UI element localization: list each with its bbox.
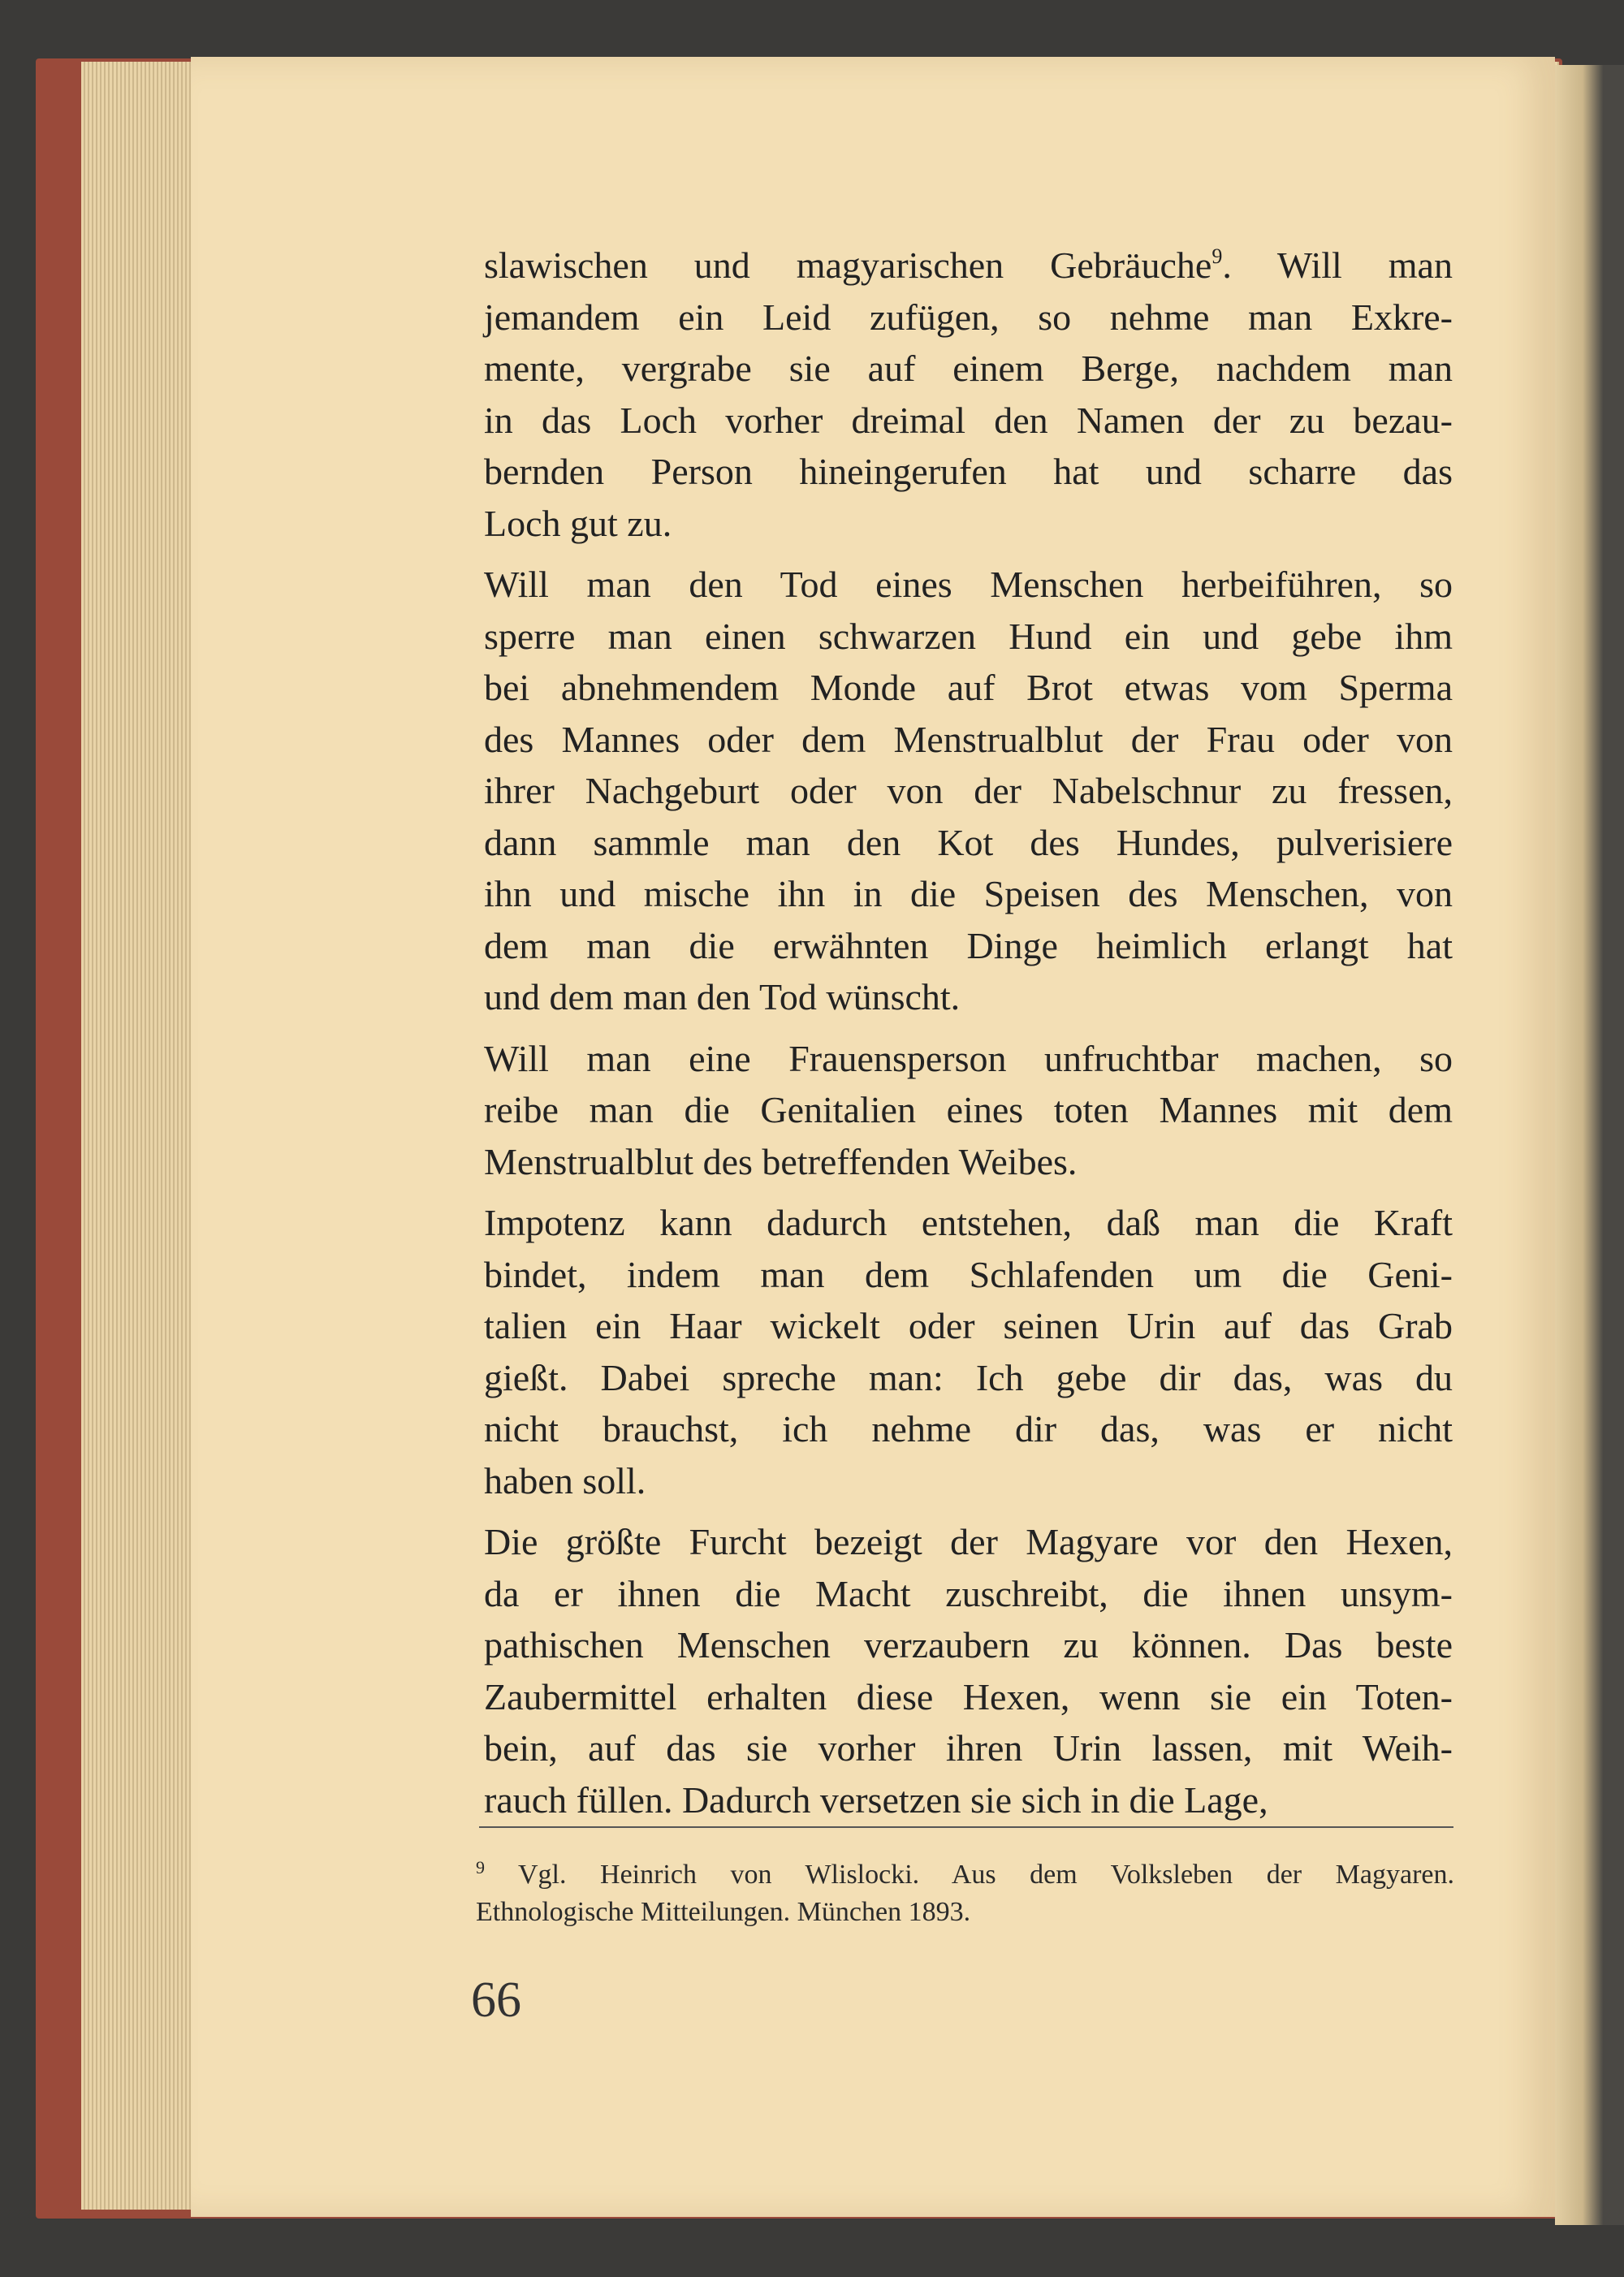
text-line: haben soll. (484, 1459, 646, 1501)
text-line: dem man die erwähnten Dinge heimlich erlangt hat (484, 924, 1453, 966)
text-line: sperre man einen schwarzen Hund ein und gebe ihm (484, 615, 1453, 657)
footnote-rule (479, 1826, 1453, 1828)
footnote-marker: 9 (476, 1857, 485, 1877)
text-line: bindet, indem man dem Schlafenden um die Geni- (484, 1253, 1453, 1295)
text-line: Will man den Tod eines Menschen herbeiführen, so (484, 564, 1453, 605)
footnote-reference: 9 (1212, 244, 1223, 268)
text-line: Impotenz kann dadurch entstehen, daß man die Kraft (484, 1202, 1453, 1243)
text-line: mente, vergrabe sie auf einem Berge, nachdem man (484, 348, 1453, 389)
text-line: da er ihnen die Macht zuschreibt, die ihnen unsym- (484, 1572, 1453, 1614)
text-line: reibe man die Genitalien eines toten Mannes mit dem (484, 1089, 1453, 1130)
text-line: ihn und mische ihn in die Speisen des Menschen, von (484, 873, 1453, 914)
footnote-line: Ethnologische Mitteilungen. München 1893. (476, 1897, 971, 1927)
text-line: talien ein Haar wickelt oder seinen Urin auf das Grab (484, 1305, 1453, 1346)
paragraph (484, 240, 1453, 549)
text-line: dann sammle man den Kot des Hundes, pulverisiere (484, 821, 1453, 863)
footnote (476, 1856, 1454, 1931)
text-line: Menstrualblut des betreffenden Weibes. (484, 1140, 1078, 1182)
paragraph (484, 1516, 1453, 1825)
page-number: 66 (471, 1972, 521, 2028)
paragraph (484, 1033, 1453, 1188)
footnote-text: Vgl. Heinrich von Wlislocki. Aus dem Volksleben der Magyaren. (517, 1860, 1454, 1890)
body-text (484, 240, 1453, 1835)
text-line: und dem man den Tod wünscht. (484, 976, 961, 1018)
text-line: in das Loch vorher dreimal den Namen der zu bezau- (484, 399, 1453, 441)
next-page-edge (1555, 65, 1624, 2225)
text-line: bei abnehmendem Monde auf Brot etwas vom Sperma (484, 667, 1453, 708)
text-line: des Mannes oder dem Menstrualblut der Frau oder von (484, 718, 1453, 760)
text-line: ihrer Nachgeburt oder von der Nabelschnur zu fressen, (484, 770, 1453, 811)
text-line: nicht brauchst, ich nehme dir das, was er nicht (484, 1408, 1453, 1450)
text-span: . Will man (1222, 244, 1453, 286)
text-line: bernden Person hineingerufen hat und scharre das (484, 451, 1453, 492)
text-line: Zaubermittel erhalten diese Hexen, wenn sie ein Toten- (484, 1675, 1453, 1717)
text-line (484, 240, 1453, 292)
text-line: pathischen Menschen verzaubern zu können. Das beste (484, 1624, 1453, 1666)
paragraph (484, 1197, 1453, 1506)
text-line: Will man eine Frauensperson unfruchtbar machen, so (484, 1037, 1453, 1079)
text-line: jemandem ein Leid zufügen, so nehme man Exkre- (484, 296, 1453, 338)
text-line: Loch gut zu. (484, 502, 672, 544)
text-line: rauch füllen. Dadurch versetzen sie sich in die Lage, (484, 1778, 1268, 1821)
text-line: gießt. Dabei spreche man: Ich gebe dir das, was du (484, 1356, 1453, 1398)
footnote-line (476, 1856, 1454, 1894)
text-line: Die größte Furcht bezeigt der Magyare vor den Hexen, (484, 1521, 1453, 1562)
paragraph (484, 559, 1453, 1023)
text-span: slawischen und magyarischen Gebräuche (484, 244, 1212, 286)
text-line: bein, auf das sie vorher ihren Urin lassen, mit Weih- (484, 1727, 1453, 1769)
